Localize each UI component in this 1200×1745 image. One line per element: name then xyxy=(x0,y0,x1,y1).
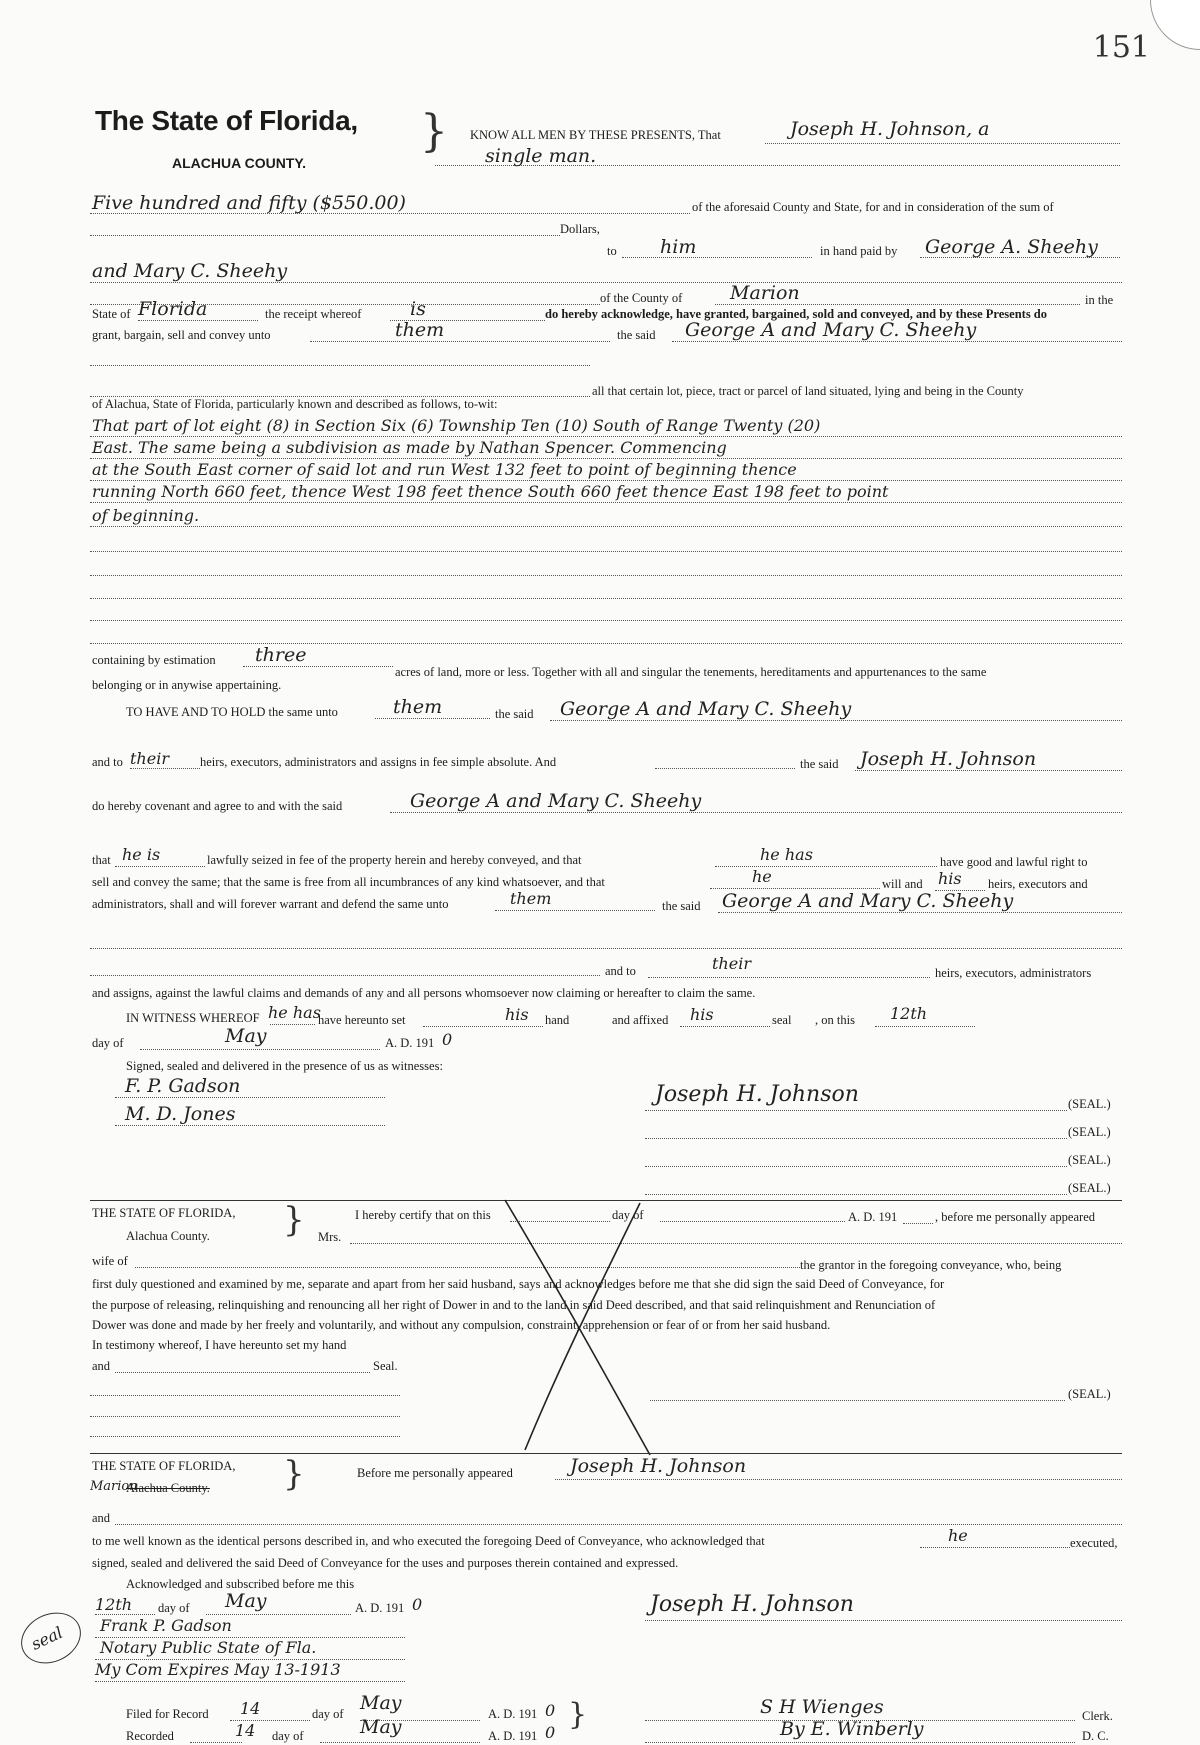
legal-description-line: running North 660 feet, thence West 198 feet thence South 660 feet thence East 198 feet to point xyxy=(92,482,889,501)
acreage: three xyxy=(255,644,307,666)
legal-description-line: at the South East corner of said lot and run West 132 feet to point of beginning thence xyxy=(92,460,797,479)
grantor-status: single man. xyxy=(485,145,597,167)
deed-page: 151 The State of Florida, ALACHUA COUNTY. } KNOW ALL MEN BY THESE PRESENTS, That Joseph H. Johnson, a single man. Five hundred and fifty ($550.00) of the aforesaid County and State, for and in consideration of the sum of Dollars, to him in hand paid by George A. Sheehy and Mary C. Sheehy of the County of Marion in the State of Florida the receipt whereof is do hereby acknowledge, have granted, bargained, sold and conveyed, and by these Presents do grant, bargain, sell and convey unto them the said George A and Mary C. Sheehy all that certain lot, piece, tract or parcel of land situated, lying and being in the County of Alachua, State of Florida, particularly known and described as follows, to-wit: That part of lot eight (8) in Section Six (6) Township Ten (10) South of Range Twenty (20) East. The same being a subdivision as made by Nathan Spencer. Commencing at the South East corner of said lot and run West 132 feet to point of beginning thence running North 660 feet, thence West 198 feet thence South 660 feet thence East 198 feet to point of beginning. containing by estimation three acres of land, more or less. Together with all and singular the tenements, hereditaments and appurtenances to the same belonging or in anywise appertaining. TO HAVE AND TO HOLD the same unto them the said George A and Mary C. Sheehy and to their heirs, executors, administrators and assigns in fee simple absolute. And the said Joseph H. Johnson do hereby covenant and agree to and with the said George A and Mary C. Sheehy that he is lawfully seized in fee of the property herein and hereby conveyed, and that he has have good and lawful right to sell and convey the same; that the same is free from all incumbrances of any kind whatsoever, and that he will and his heirs, executors and administrators, shall and will forever warrant and defend the same unto them the said George A and Mary C. Sheehy and to their heirs, executors, administrators and assigns, against the lawful claims and demands of any and all persons whomsoever now claiming or hereafter to claim the same. IN WITNESS WHEREOF he has have hereunto set his hand and affixed his seal , on this 12th day of May A. D. 191 0 Signed, sealed and delivered in the presence of us as witnesses: F. P. Gadson M. D. Jones Joseph H. Johnson (SEAL.) (SEAL.) (SEAL.) (SEAL.) THE STATE OF FLORIDA, Alachua County. } I hereby certify that on this day of A. D. 191 , before me personally appeared Mrs. wife of the grantor in the foregoing conveyance, who, being first duly questioned and examined by me, separate and apart from her said husband, says and acknowledges before me that she did sign the said Deed of Conveyance, for the purpose of releasing, relinquishing and renouncing all her right of Dower in and to the land in said Deed described, and that said relinquishment and Renunciation of Dower was done and made by her freely and voluntarily, and without any compulsion, constraint, apprehension or fear of or from her said husband. In testimony whereof, I have hereunto set my hand and Seal. (SEAL.) THE STATE OF FLORIDA, Marion Alachua County. } Before me personally appeared Joseph H. Johnson and to me well known as the identical persons described in, and who executed the foregoing Deed of Conveyance, who acknowledged that he executed, signed, sealed and delivered the said Deed of Conveyance for the uses and purposes therein contained and expressed. Acknowledged and subscribed before me this 12th day of May A. D. 191 0 Frank P. Gadson Notary Public State of Fla. My Com Expires May 13-1913 seal Joseph H. Johnson Filed for Record 14 day of May A. D. 191 0 Recorded 14 day of May A. D. 191 0 } S H Wienges Clerk. By E. Winberly D. C. xyxy=(0,0,1200,1745)
legal-description-line: That part of lot eight (8) in Section Six (6) Township Ten (10) South of Range Twenty (20) xyxy=(92,416,821,435)
state-title: The State of Florida, xyxy=(95,105,358,136)
clerk-signature: S H Wienges xyxy=(760,1696,884,1718)
notary-seal-stamp: seal xyxy=(13,1603,89,1673)
intro-text: KNOW ALL MEN BY THESE PRESENTS, That xyxy=(470,128,721,142)
legal-description-line: East. The same being a subdivision as made by Nathan Spencer. Commencing xyxy=(92,438,727,457)
acknowledger-name: Joseph H. Johnson xyxy=(570,1455,747,1477)
cross-out-mark xyxy=(490,1195,660,1460)
page-corner xyxy=(1150,0,1200,50)
notary-name: Frank P. Gadson xyxy=(100,1616,232,1635)
witness-signature: F. P. Gadson xyxy=(125,1075,241,1097)
acknowledger-signature: Joseph H. Johnson xyxy=(650,1592,854,1617)
grantor-signature: Joseph H. Johnson xyxy=(655,1082,859,1107)
section-divider xyxy=(90,1453,1122,1454)
page-number: 151 xyxy=(1092,30,1150,65)
witness-signature: M. D. Jones xyxy=(125,1103,236,1125)
consideration-amount: Five hundred and fifty ($550.00) xyxy=(92,192,406,214)
legal-description-line: of beginning. xyxy=(92,506,200,525)
grantor-name: Joseph H. Johnson, a xyxy=(790,118,990,140)
deputy-clerk-signature: By E. Winberly xyxy=(780,1718,924,1740)
header-brace: } xyxy=(420,106,448,157)
county-title: ALACHUA COUNTY. xyxy=(172,155,307,171)
